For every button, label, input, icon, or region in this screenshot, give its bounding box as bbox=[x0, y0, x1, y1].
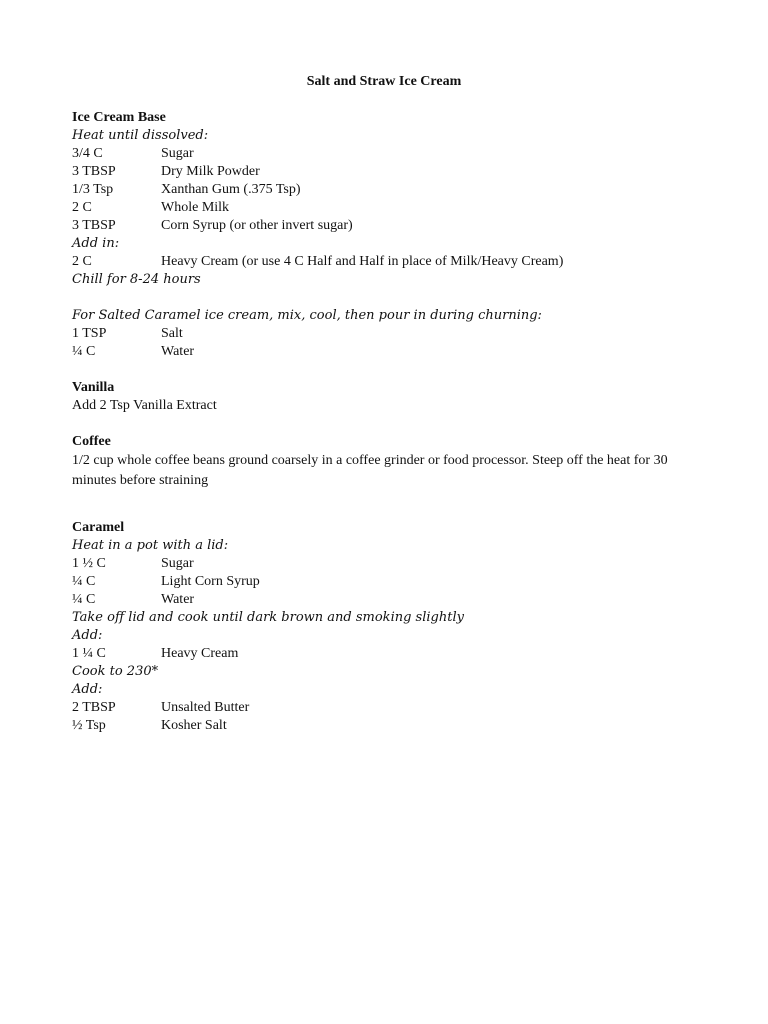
ingredient-name: Heavy Cream (or use 4 C Half and Half in place of Milk/Heavy Cream) bbox=[161, 254, 564, 269]
instruction-base-heat: Heat until dissolved: bbox=[72, 128, 209, 143]
section-heading-base: Ice Cream Base bbox=[72, 110, 166, 125]
ingredient-qty: ¼ C bbox=[72, 574, 96, 589]
ingredient-row bbox=[72, 199, 712, 217]
ingredient-row bbox=[72, 699, 712, 717]
ingredient-row bbox=[72, 717, 712, 735]
spacer bbox=[72, 491, 712, 519]
recipe-content bbox=[72, 109, 712, 735]
ingredient-qty: 1 ¼ C bbox=[72, 646, 106, 661]
instruction-base-chill: Chill for 8-24 hours bbox=[72, 272, 201, 287]
instruction-caramel-add-2: Add: bbox=[72, 682, 103, 697]
section-heading-caramel: Caramel bbox=[72, 520, 125, 535]
spacer bbox=[72, 289, 712, 307]
section-heading-vanilla: Vanilla bbox=[72, 380, 115, 395]
ingredient-row bbox=[72, 555, 712, 573]
ingredient-row bbox=[72, 163, 712, 181]
ingredient-name: Whole Milk bbox=[161, 200, 230, 215]
ingredient-qty: 1/3 Tsp bbox=[72, 182, 114, 197]
ingredient-name: Salt bbox=[161, 326, 183, 341]
ingredient-qty: 2 TBSP bbox=[72, 700, 116, 715]
ingredient-name: Water bbox=[161, 344, 195, 359]
spacer bbox=[72, 415, 712, 433]
ingredient-row bbox=[72, 645, 712, 663]
vanilla-text: Add 2 Tsp Vanilla Extract bbox=[72, 398, 217, 413]
ingredient-qty: 2 C bbox=[72, 200, 92, 215]
ingredient-qty: 2 C bbox=[72, 254, 92, 269]
ingredient-row bbox=[72, 573, 712, 591]
ingredient-row bbox=[72, 253, 712, 271]
instruction-caramel-temp: Cook to 230* bbox=[72, 664, 159, 679]
ingredient-name: Sugar bbox=[161, 556, 194, 571]
coffee-text: 1/2 cup whole coffee beans ground coarsely in a coffee grinder or food processor. Steep off the heat for 30 minutes before straining bbox=[72, 453, 668, 488]
instruction-caramel-add: Add: bbox=[72, 628, 103, 643]
section-heading-coffee: Coffee bbox=[72, 434, 111, 449]
ingredient-name: Xanthan Gum (.375 Tsp) bbox=[161, 182, 301, 197]
ingredient-name: Dry Milk Powder bbox=[161, 164, 260, 179]
instruction-base-add: Add in: bbox=[72, 236, 120, 251]
ingredient-name: Light Corn Syrup bbox=[161, 574, 260, 589]
ingredient-qty: 3/4 C bbox=[72, 146, 103, 161]
ingredient-qty: ¼ C bbox=[72, 592, 96, 607]
ingredient-row bbox=[72, 217, 712, 235]
ingredient-name: Corn Syrup (or other invert sugar) bbox=[161, 218, 353, 233]
instruction-caramel-heat: Heat in a pot with a lid: bbox=[72, 538, 229, 553]
ingredient-name: Water bbox=[161, 592, 195, 607]
ingredient-qty: 3 TBSP bbox=[72, 218, 116, 233]
ingredient-name: Heavy Cream bbox=[161, 646, 239, 661]
ingredient-name: Unsalted Butter bbox=[161, 700, 250, 715]
instruction-caramel-cook: Take off lid and cook until dark brown and smoking slightly bbox=[72, 610, 464, 625]
instruction-salted-caramel: For Salted Caramel ice cream, mix, cool, then pour in during churning: bbox=[72, 308, 542, 323]
ingredient-qty: 3 TBSP bbox=[72, 164, 116, 179]
ingredient-name: Sugar bbox=[161, 146, 194, 161]
ingredient-qty: 1 TSP bbox=[72, 326, 107, 341]
page-title: Salt and Straw Ice Cream bbox=[306, 74, 462, 89]
ingredient-qty: ½ Tsp bbox=[72, 718, 106, 733]
ingredient-row bbox=[72, 325, 712, 343]
ingredient-qty: 1 ½ C bbox=[72, 556, 106, 571]
ingredient-qty: ¼ C bbox=[72, 344, 96, 359]
ingredient-row bbox=[72, 145, 712, 163]
ingredient-row bbox=[72, 343, 712, 361]
spacer bbox=[72, 361, 712, 379]
ingredient-name: Kosher Salt bbox=[161, 718, 227, 733]
ingredient-row bbox=[72, 591, 712, 609]
ingredient-row bbox=[72, 181, 712, 199]
